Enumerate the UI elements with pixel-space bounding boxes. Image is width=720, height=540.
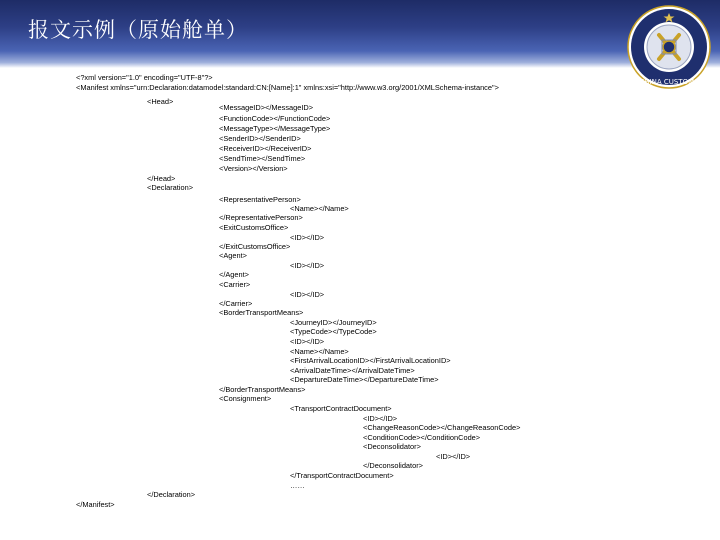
slide-title: 报文示例（原始舱单） [28, 18, 248, 42]
xml-line: <Version></Version> [219, 164, 288, 173]
xml-line: <ID></ID> [290, 233, 325, 242]
xml-line: <TypeCode></TypeCode> [290, 327, 377, 336]
xml-line: <Carrier> [219, 280, 251, 289]
xml-line: </BorderTransportMeans> [219, 385, 306, 394]
xml-line: <Name></Name> [290, 347, 349, 356]
emblem-label: CHINA CUSTOMS [639, 78, 699, 86]
xml-line: <FunctionCode></FunctionCode> [219, 114, 331, 123]
xml-line: </Carrier> [219, 299, 253, 308]
xml-line: <ID></ID> [436, 452, 471, 461]
xml-line: <ID></ID> [363, 414, 398, 423]
xml-line: <Agent> [219, 251, 247, 260]
xml-line: <SendTime></SendTime> [219, 154, 306, 163]
xml-line: </Deconsolidator> [363, 461, 423, 470]
xml-line: </Agent> [219, 270, 249, 279]
xml-line: <TransportContractDocument> [290, 404, 392, 413]
xml-line: <Declaration> [147, 183, 194, 192]
xml-line: </RepresentativePerson> [219, 213, 303, 222]
xml-line: <ConditionCode></ConditionCode> [363, 433, 481, 442]
xml-line: <MessageType></MessageType> [219, 124, 331, 133]
xml-line: </Manifest> [76, 500, 115, 509]
xml-line: <Head> [147, 97, 174, 106]
xml-line: <SenderID></SenderID> [219, 134, 301, 143]
xml-line: <Deconsolidator> [363, 442, 421, 451]
xml-line: …… [290, 481, 305, 490]
xml-line: <ID></ID> [290, 337, 325, 346]
xml-line: <Manifest xmlns="urn:Declaration:datamodel:standard:CN:[Name]:1" xmlns:xsi="http://www.w3.org/2001/XMLSchema-instance"> [76, 83, 499, 92]
xml-line: <ID></ID> [290, 261, 325, 270]
xml-line: <ChangeReasonCode></ChangeReasonCode> [363, 423, 521, 432]
xml-line: <ArrivalDateTime></ArrivalDateTime> [290, 366, 415, 375]
xml-line: </ExitCustomsOffice> [219, 242, 291, 251]
xml-line: <?xml version="1.0" encoding="UTF-8"?> [76, 73, 213, 82]
xml-line: <DepartureDateTime></DepartureDateTime> [290, 375, 439, 384]
xml-line: <ExitCustomsOffice> [219, 223, 289, 232]
xml-line: </TransportContractDocument> [290, 471, 394, 480]
xml-line: <Consignment> [219, 394, 272, 403]
xml-line: <ID></ID> [290, 290, 325, 299]
xml-line: <JourneyID></JourneyID> [290, 318, 377, 327]
xml-line: <FirstArrivalLocationID></FirstArrivalLocationID> [290, 356, 451, 365]
xml-line: <Name></Name> [290, 204, 349, 213]
xml-line: <RepresentativePerson> [219, 195, 301, 204]
xml-line: </Declaration> [147, 490, 196, 499]
xml-line: <ReceiverID></ReceiverID> [219, 144, 312, 153]
xml-line: <BorderTransportMeans> [219, 308, 304, 317]
xml-line: </Head> [147, 174, 176, 183]
xml-line: <MessageID></MessageID> [219, 103, 314, 112]
